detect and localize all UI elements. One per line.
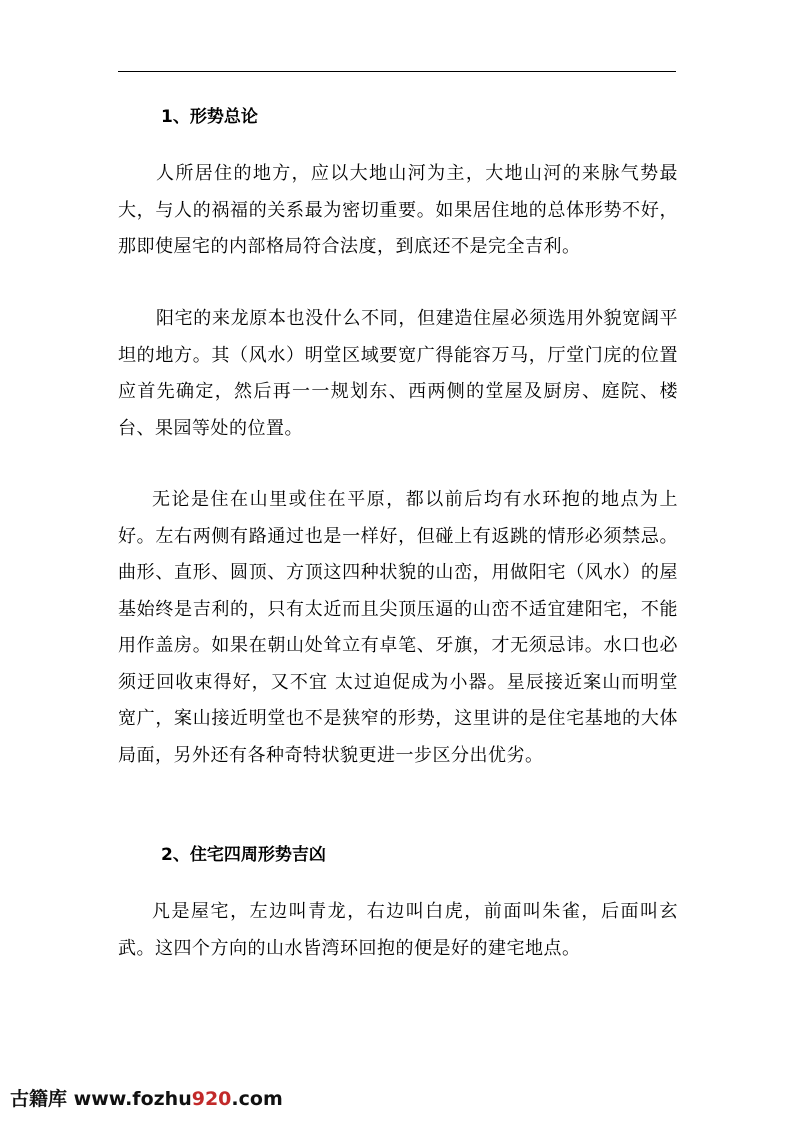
section-heading-1: 1、形势总论 xyxy=(161,107,258,127)
section-heading-2: 2、住宅四周形势吉凶 xyxy=(161,845,326,865)
watermark-brand: 古籍库 xyxy=(10,1088,68,1110)
header-rule xyxy=(118,71,676,72)
paragraph-1-1: 人所居住的地方，应以大地山河为主，大地山河的来脉气势最大，与人的祸福的关系最为密切重要。如果居住地的总体形势不好，那即使屋宅的内部格局符合法度，到底还不是完全吉利。 xyxy=(118,163,678,257)
paragraph-1-3: 无论是住在山里或住在平原，都以前后均有水环抱的地点为上好。左右两侧有路通过也是一样好，但碰上有返跳的情形必须禁忌。曲形、直形、圆顶、方顶这四种状貌的山峦，用做阳宅（风水）的屋基始终是吉利的，只有太近而且尖顶压逼的山峦不适宜建阳宅，不能用作盖房。如果在朝山处耸立有卓笔、牙旗，才无须忌讳。水口也必须迂回收束得好，又不宜 太过迫促成为小器。星辰接近案山而明堂宽广，案山接近明堂也不是狭窄的形势，这里讲的是住宅基地的大体局面，另外还有各种奇特状貌更进一步区分出优劣。 xyxy=(118,489,678,766)
watermark-url-suffix: .com xyxy=(231,1088,283,1110)
paragraph-2-1: 凡是屋宅，左边叫青龙，右边叫白虎，前面叫朱雀，后面叫玄武。这四个方向的山水皆湾环回抱的便是好的建宅地点。 xyxy=(118,901,678,959)
paragraph-1-2: 阳宅的来龙原本也没什么不同，但建造住屋必须选用外貌宽阔平坦的地方。其（风水）明堂区域要宽广得能容万马，厅堂门庑的位置应首先确定，然后再一一规划东、西两侧的堂屋及厨房、庭院、楼台、果园等处的位置。 xyxy=(118,308,678,439)
watermark-url-number: 920 xyxy=(191,1088,232,1110)
site-watermark xyxy=(10,1087,283,1111)
watermark-url-prefix: www.fozhu xyxy=(73,1088,192,1110)
